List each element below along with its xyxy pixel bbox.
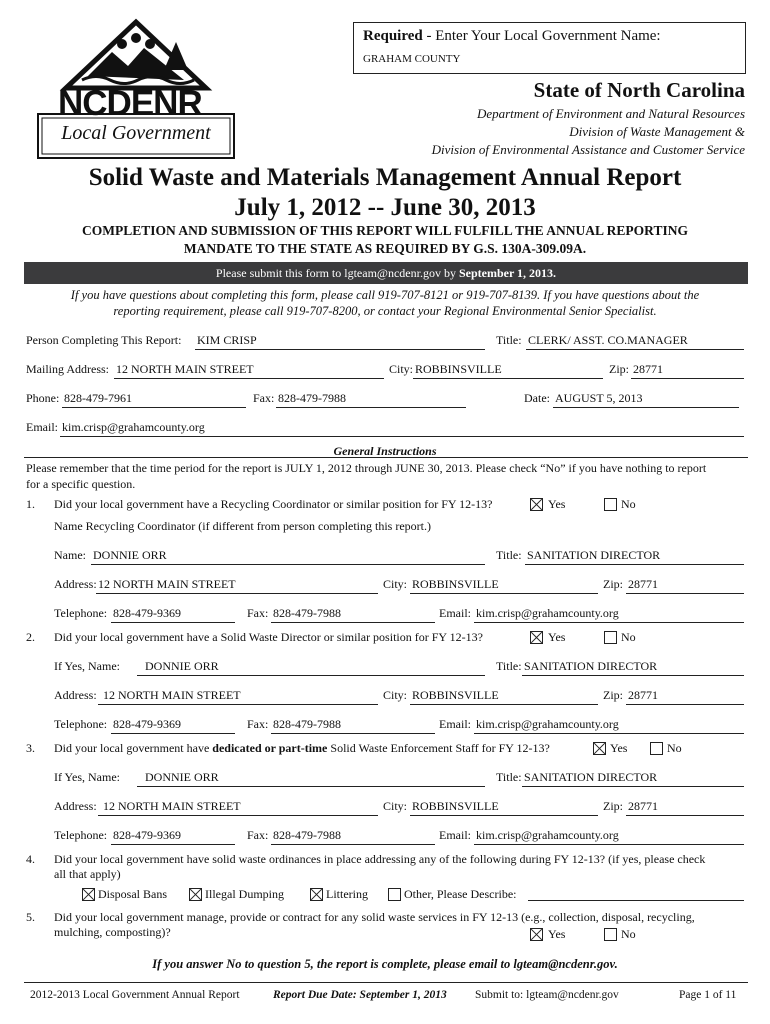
local-government-name-field[interactable]: GRAHAM COUNTY (363, 53, 461, 65)
date-line (553, 407, 739, 408)
q1-no-checkbox[interactable] (604, 498, 617, 511)
submit-banner (24, 262, 748, 284)
q1-fax-line (271, 622, 435, 623)
q3-email-line (474, 844, 744, 845)
footer-rule (24, 982, 748, 983)
contact-city-field[interactable]: ROBBINSVILLE (415, 362, 502, 376)
q3-zip-line (626, 815, 744, 816)
closing-instruction: If you answer No to question 5, the report is complete, please email to lgteam@ncdenr.gov. (152, 957, 618, 971)
report-title: Solid Waste and Materials Management Annual Report (88, 164, 682, 191)
q2-title-label: Title: (496, 659, 522, 673)
q1-no-label: No (621, 497, 636, 511)
mandate-line-1: COMPLETION AND SUBMISSION OF THIS REPORT WILL FULFILL THE ANNUAL REPORTING (82, 223, 688, 238)
footer-due-date: Report Due Date: September 1, 2013 (273, 989, 447, 1001)
q3-text-c: Solid Waste Enforcement Staff for FY 12-13? (327, 741, 550, 755)
person-field[interactable]: KIM CRISP (197, 333, 257, 347)
q4-other-describe-line[interactable] (528, 900, 744, 901)
logo-subtitle: Local Government (61, 122, 211, 144)
contact-zip-line (631, 378, 744, 379)
q3-email-field[interactable]: kim.crisp@grahamcounty.org (476, 828, 619, 842)
q2-email-field[interactable]: kim.crisp@grahamcounty.org (476, 717, 619, 731)
q2-name-label: If Yes, Name: (54, 659, 120, 673)
phone-label: Phone: (26, 391, 60, 405)
q1-zip-line (626, 593, 744, 594)
q2-phone-field[interactable]: 828-479-9369 (113, 717, 181, 731)
q1-email-label: Email: (439, 606, 471, 620)
q1-city-line (410, 593, 598, 594)
banner-text: Please submit this form to lgteam@ncdenr.gov by (215, 266, 459, 280)
q3-name-line (137, 786, 485, 787)
q2-city-field[interactable]: ROBBINSVILLE (412, 688, 499, 702)
q1-zip-field[interactable]: 28771 (628, 577, 658, 591)
q3-phone-field[interactable]: 828-479-9369 (113, 828, 181, 842)
q1-title-label: Title: (496, 548, 522, 562)
q2-no-checkbox[interactable] (604, 631, 617, 644)
q2-email-line (474, 733, 744, 734)
mailing-address-field[interactable]: 12 NORTH MAIN STREET (116, 362, 254, 376)
q2-fax-line (271, 733, 435, 734)
phone-field[interactable]: 828-479-7961 (64, 391, 132, 405)
contact-city-label: City: (389, 362, 414, 376)
q2-city-label: City: (383, 688, 408, 702)
footer-page-number: Page 1 of 11 (679, 989, 737, 1001)
q3-city-label: City: (383, 799, 408, 813)
q1-yes-label: Yes (548, 497, 566, 511)
mandate-line-2: MANDATE TO THE STATE AS REQUIRED BY G.S. 130A-309.09A. (183, 241, 587, 256)
instructions-rule (24, 457, 748, 458)
questions-note-2: reporting requirement, please call 919-707-8200, or contact your Regional Environmental Senior Specialist. (113, 304, 657, 318)
required-prompt (363, 28, 661, 45)
q1-number: 1. (26, 497, 35, 511)
q3-fax-line (271, 844, 435, 845)
q2-zip-label: Zip: (603, 688, 623, 702)
q3-phone-line (111, 844, 235, 845)
q1-city-label: City: (383, 577, 408, 591)
q2-yes-label: Yes (548, 630, 566, 644)
q2-address-label: Address: (54, 688, 97, 702)
q3-fax-label: Fax: (247, 828, 269, 842)
q1-phone-label: Telephone: (54, 606, 108, 620)
general-instructions-heading: General Instructions (333, 444, 437, 458)
q1-address-label: Address: (54, 577, 97, 591)
q2-fax-label: Fax: (247, 717, 269, 731)
q1-city-field[interactable]: ROBBINSVILLE (412, 577, 499, 591)
q1-name-line (91, 564, 485, 565)
q3-zip-field[interactable]: 28771 (628, 799, 658, 813)
q3-number: 3. (26, 741, 35, 755)
logo-brand: NCDENR (58, 84, 202, 123)
q3-title-line (522, 786, 744, 787)
q3-email-label: Email: (439, 828, 471, 842)
q3-fax-field[interactable]: 828-479-7988 (273, 828, 341, 842)
q1-email-field[interactable]: kim.crisp@grahamcounty.org (476, 606, 619, 620)
questions-note-1: If you have questions about completing this form, please call 919-707-8121 or 919-707-8139. If you have questions about the (70, 288, 700, 302)
q3-title-label: Title: (496, 770, 522, 784)
q3-title-field[interactable]: SANITATION DIRECTOR (524, 770, 658, 784)
person-line (195, 349, 485, 350)
q1-yes-checkbox[interactable] (530, 498, 543, 511)
contact-title-field[interactable]: CLERK/ ASST. CO.MANAGER (528, 333, 688, 347)
q4-littering-checkbox[interactable] (310, 888, 323, 901)
mailing-address-label: Mailing Address: (26, 362, 109, 376)
q2-address-field[interactable]: 12 NORTH MAIN STREET (103, 688, 241, 702)
report-period: July 1, 2012 -- June 30, 2013 (234, 194, 536, 221)
q2-address-line (98, 704, 378, 705)
department-line-3: Division of Environmental Assistance and Customer Service (431, 142, 745, 157)
q3-address-line (98, 815, 378, 816)
fax-field[interactable]: 828-479-7988 (278, 391, 346, 405)
q2-phone-label: Telephone: (54, 717, 108, 731)
q5-text-2: mulching, composting)? (54, 925, 171, 939)
q5-yes-label: Yes (548, 927, 566, 941)
q3-zip-label: Zip: (603, 799, 623, 813)
person-label: Person Completing This Report: (26, 333, 182, 347)
q1-title-field[interactable]: SANITATION DIRECTOR (527, 548, 661, 562)
q2-name-line (137, 675, 485, 676)
footer-submit-to: Submit to: lgteam@ncdenr.gov (475, 989, 619, 1001)
q4-littering-label: Littering (326, 887, 368, 901)
contact-zip-field[interactable]: 28771 (633, 362, 663, 376)
q2-city-line (410, 704, 598, 705)
q2-yes-checkbox[interactable] (530, 631, 543, 644)
q2-zip-line (626, 704, 744, 705)
q3-yes-checkbox[interactable] (593, 742, 606, 755)
q3-text-a: Did your local government have (54, 741, 213, 755)
q2-title-field[interactable]: SANITATION DIRECTOR (524, 659, 658, 673)
q2-name-field[interactable]: DONNIE ORR (145, 659, 219, 673)
q3-name-field[interactable]: DONNIE ORR (145, 770, 219, 784)
ncdenr-logo (36, 18, 236, 160)
department-line-2: Division of Waste Management & (569, 124, 745, 139)
contact-title-label: Title: (496, 333, 522, 347)
footer-report-name: 2012-2013 Local Government Annual Report (30, 989, 240, 1001)
q1-zip-label: Zip: (603, 577, 623, 591)
state-title: State of North Carolina (533, 78, 745, 102)
q3-no-label: No (667, 741, 682, 755)
q1-name-field[interactable]: DONNIE ORR (93, 548, 167, 562)
q3-city-line (410, 815, 598, 816)
date-label: Date: (524, 391, 550, 405)
q3-city-field[interactable]: ROBBINSVILLE (412, 799, 499, 813)
q3-yes-label: Yes (610, 741, 628, 755)
contact-zip-label: Zip: (609, 362, 629, 376)
q1-title-line (525, 564, 744, 565)
q2-title-line (522, 675, 744, 676)
q5-no-checkbox[interactable] (604, 928, 617, 941)
instructions-text-2: for a specific question. (26, 477, 136, 491)
q1-sub-text: Name Recycling Coordinator (if different from person completing this report.) (54, 519, 432, 533)
q1-fax-label: Fax: (247, 606, 269, 620)
q2-zip-field[interactable]: 28771 (628, 688, 658, 702)
q1-address-line (96, 593, 378, 594)
q2-email-label: Email: (439, 717, 471, 731)
q1-phone-line (111, 622, 235, 623)
q3-phone-label: Telephone: (54, 828, 108, 842)
q3-address-field[interactable]: 12 NORTH MAIN STREET (103, 799, 241, 813)
contact-title-line (526, 349, 744, 350)
q5-yes-checkbox[interactable] (530, 928, 543, 941)
fax-line (276, 407, 466, 408)
q1-phone-field[interactable]: 828-479-9369 (113, 606, 181, 620)
q1-text: Did your local government have a Recycling Coordinator or similar position for FY 12-13? (54, 497, 493, 511)
q3-address-label: Address: (54, 799, 97, 813)
q1-address-field[interactable]: 12 NORTH MAIN STREET (98, 577, 236, 591)
q3-no-checkbox[interactable] (650, 742, 663, 755)
email-line (60, 436, 744, 437)
q4-other-label: Other, Please Describe: (404, 887, 517, 901)
required-text: - Enter Your Local Government Name: (422, 28, 661, 44)
banner-deadline: September 1, 2013. (458, 266, 557, 280)
q5-number: 5. (26, 910, 35, 924)
q4-number: 4. (26, 852, 35, 866)
q4-text-1: Did your local government have solid waste ordinances in place addressing any of the following during FY 12-13? (if yes, please check (54, 852, 706, 866)
q2-fax-field[interactable]: 828-479-7988 (273, 717, 341, 731)
mailing-address-line (114, 378, 384, 379)
instructions-text-1: Please remember that the time period for the report is JULY 1, 2012 through JUNE 30, 2013. Please check “No” if you have nothing to report (26, 461, 707, 475)
q1-name-label: Name: (54, 548, 86, 562)
q4-other-checkbox[interactable] (388, 888, 401, 901)
required-label: Required (363, 28, 423, 44)
q1-email-line (474, 622, 744, 623)
q4-illegal-dumping-label: Illegal Dumping (205, 887, 284, 901)
q2-number: 2. (26, 630, 35, 644)
q3-text (54, 741, 550, 756)
contact-city-line (413, 378, 603, 379)
q5-text-1: Did your local government manage, provide or contract for any solid waste services in FY 12-13 (e.g., collection, disposal, recycling, (54, 910, 695, 924)
q3-text-b: dedicated or part-time (212, 741, 328, 755)
q5-no-label: No (621, 927, 636, 941)
phone-line (62, 407, 246, 408)
q2-no-label: No (621, 630, 636, 644)
q4-disposal-bans-label: Disposal Bans (98, 887, 167, 901)
q3-name-label: If Yes, Name: (54, 770, 120, 784)
department-line-1: Department of Environment and Natural Resources (476, 106, 745, 121)
q2-text: Did your local government have a Solid Waste Director or similar position for FY 12-13? (54, 630, 483, 644)
fax-label: Fax: (253, 391, 275, 405)
email-field[interactable]: kim.crisp@grahamcounty.org (62, 420, 205, 434)
date-field[interactable]: AUGUST 5, 2013 (555, 391, 643, 405)
q4-text-2: all that apply) (54, 867, 121, 881)
q1-fax-field[interactable]: 828-479-7988 (273, 606, 341, 620)
q4-disposal-bans-checkbox[interactable] (82, 888, 95, 901)
q2-phone-line (111, 733, 235, 734)
q4-illegal-dumping-checkbox[interactable] (189, 888, 202, 901)
email-label: Email: (26, 420, 58, 434)
